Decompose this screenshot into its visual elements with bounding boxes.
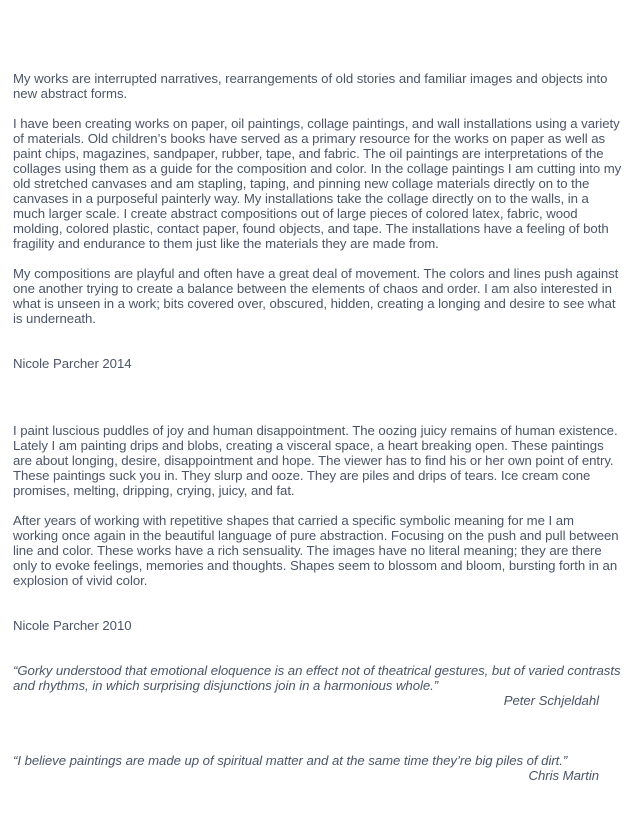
statement-2010-paragraph-1: I paint luscious puddles of joy and human disappointment. The oozing juicy remains of human existence. Lately I am painting drips and blobs, creating a visceral space, a heart breaking open. These paintings are about longing, desire, disappointment and hope. The viewer has to find his or her own point of entry. These paintings suck you in. They slurp and ooze. They are piles and drips of tears. Ice cream cone promises, melting, dripping, crying, juicy, and fat.: [13, 423, 618, 498]
quote-author: Peter Schjeldahl: [503, 693, 599, 708]
signature-2010: Nicole Parcher 2010: [13, 618, 132, 633]
statement-2014-paragraph-2: I have been creating works on paper, oil paintings, collage paintings, and wall installations using a variety of materials. Old children’s books have served as a primary resource for the works on paper as well as paint chips, magazines, sandpaper, rubber, tape, and fabric. The oil paintings are interpretations of the collages using them as a guide for the composition and color. In the collage paintings I am cutting into my old stretched canvases and am stapling, taping, and pinning new collage materials directly on to the canvases in a purposeful painterly way. My installations take the collage directly on to the walls, in a much larger scale. I create abstract compositions out of large pieces of colored latex, fabric, wood molding, colored plastic, contact paper, found objects, and tape. The installations have a feeling of both fragility and endurance to them just like the materials they are made from.: [13, 116, 622, 251]
quote-author: Chris Martin: [528, 768, 599, 783]
statement-2010-paragraph-2: After years of working with repetitive shapes that carried a specific symbolic meaning for me I am working once again in the beautiful language of pure abstraction. Focusing on the push and pull between line and color. These works have a rich sensuality. The images have no literal meaning; they are there only to evoke feelings, memories and thoughts. Shapes seem to blossom and bloom, bursting forth in an explosion of vivid color.: [13, 513, 619, 588]
statement-2014: [13, 71, 622, 371]
statement-2010: [13, 423, 622, 633]
quote-block-martin: [13, 753, 622, 783]
statement-2014-paragraph-1: My works are interrupted narratives, rearrangements of old stories and familiar images and objects into new abstract forms.: [13, 71, 608, 101]
quote-text: “Gorky understood that emotional eloquence is an effect not of theatrical gestures, but of varied contrasts and rhythms, in which surprising disjunctions join in a harmonious whole.”: [13, 663, 621, 693]
quote-text: “I believe paintings are made up of spiritual matter and at the same time they’re big piles of dirt.”: [13, 753, 568, 768]
quote-block-schjeldahl: [13, 663, 622, 708]
statement-2014-paragraph-3: My compositions are playful and often have a great deal of movement. The colors and lines push against one another trying to create a balance between the elements of chaos and order. I am also interested in what is unseen in a work; bits covered over, obscured, hidden, creating a longing and desire to see what is underneath.: [13, 266, 619, 326]
signature-2014: Nicole Parcher 2014: [13, 356, 132, 371]
